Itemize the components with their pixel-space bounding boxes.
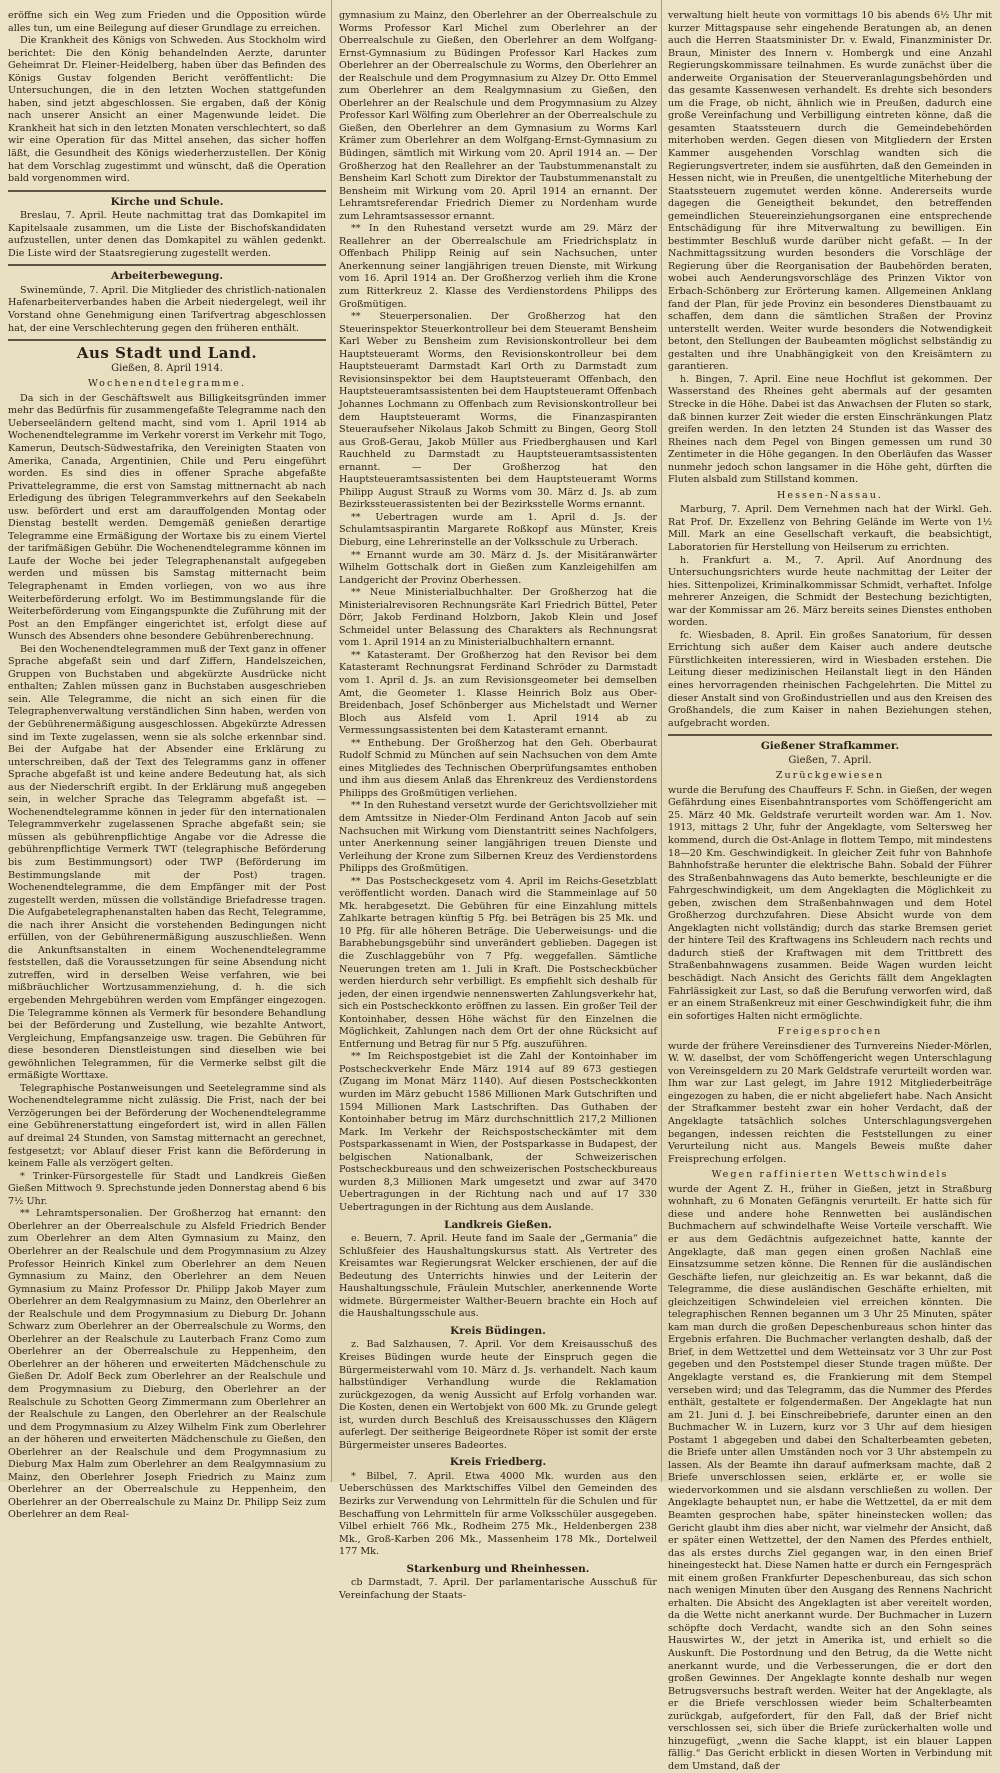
section-heading: Gießener Strafkammer. — [760, 740, 900, 753]
article-paragraph: ** Katasteramt. Der Großherzog hat den Revisor bei dem Katasteramt Rechnungsrat Ferdinand Schröder zu Darmstadt vom 1. April d. Js. an zum Revisionsgeometer bei demselben Amt, die Geometer 1. Klasse Heinrich Bolz aus Ober-Breidenbach, Josef Schönberger aus Michelstadt und Werner Bloch aus Alsfeld vom 1. April 1914 ab zu Vermessungsassistenten bei dem Katasteramt ernannt. — [339, 649, 657, 737]
section-heading: Zurückgewiesen — [775, 770, 885, 782]
article-paragraph: wurde der Agent Z. H., früher in Gießen, jetzt in Straßburg wohnhaft, zu 6 Monaten Gefängnis verurteilt. Er hatte sich für diese und andere hohe Rennwetten bei ausländischen Buchmachern auf schwindelhafte Weise Vorteile verschafft. Wie er aus dem Gedächtnis aufgezeichnet hatte, kannte der Angeklagte, daß man gegen einen großen Nachlaß eine Einsatzsumme setzen könne. Die Rennen für die ausländischen Geschäfte liefen, nur gleichzeitig an. Es war bekannt, daß die Telegramme, die diese ausländischen Geschäfte erhielten, mit gleichzeitigen Schwindeleien viel erreichen könnten. Die telegraphischen Rennen begannen um 3 Uhr 25 Minuten, später kam man durch die großen Depeschenbureaus schon hinter das Ergebnis erfahren. Die Buchmacher verlangten deshalb, daß der Brief, in dem Wettzettel und dem Wetteinsatz vor 3 Uhr zur Post gegeben und den Poststempel dieser Stunde tragen müßte. Der Angeklagte verstand es, die Frankierung mit dem Stempel verseben wird; und das Telegramm, das die Nummer des Pferdes enthält, gestaltete er folgendermaßen. Der Angeklagte hat nun am 21. Juni d. J. bei Einschreibebriefe, darunter einen an den Buchmacher W. in Luzern, kurz vor 3 Uhr auf dem hiesigen Postamt 1 abgegeben und dabei den Schalterbeamten gebeten, die Briefe unter allen Umständen noch vor 3 Uhr abstempeln zu lassen. Als der Beamte ihn darauf aufmerksam machte, daß 2 Briefe unverschlossen seien, erklärte er, er wolle sie wiedervorkommen und sie alsdann verschließen zu wollen. Der Angeklagte behauptet nun, er habe die Wettzettel, da er mit dem Beamten gesprochen habe, später hineinstecken wollen; das Gericht glaubt ihm dies aber nicht, war vielmehr der Ansicht, daß er später einen Wettzettel, der den Namen des Pferdes enthielt, das als erstes durchs Ziel gegangen war, in den einen Brief hineingesteckt hat. Diese Namen hatte er durch ein Ferngespräch mit einem großen Frankfurter Depeschenbureau, das sich schon nach wenigen Minuten über den Ausgang des Rennens Nachricht erhalten. Die Absicht des Angeklagten ist aber vereitelt worden, da die Wette nicht anerkannt wurde. Der Buchmacher in Luzern schöpfte doch Verdacht, wandte sich an den Sohn seines Hauswirtes W., der jetzt in Amerika ist, und erhielt so die Auskunft. Die Postordnung und den Betrug, da die Wette nicht anerkannt wurde, und die Verbesserungen, die er dort den großen Gewinnes. Der Angeklagte konnte deshalb nur wegen Betrugsversuchs bestraft werden. Weiter hat der Angeklagte, als er die Briefe verschlossen wieder beim Schalterbeamten zurückgab, aufgefordert, für den Fall, daß der Brief nicht verschlossen sei, sich über die Briefe zurückerhalten wolle und hinzugefügt, „wenn die Sache klappt, ist ein blauer Lappen fällig.“ Das Gericht erblickt in diesen Worten in Verbindung mit dem Umstand, daß der — [668, 1183, 992, 1772]
column-right — [668, 10, 992, 1772]
section-heading: Freigesprochen — [777, 1026, 883, 1038]
section-heading: Starkenburg und Rheinhessen. — [406, 1562, 590, 1575]
article-paragraph: ** Ernannt wurde am 30. März d. Js. der Misitäranwärter Wilhelm Gottschalk dort in Gießen zum Kanzleigehilfen am Landgericht der Provinz Oberhessen. — [339, 549, 657, 586]
section-heading: Arbeiterbewegung. — [110, 270, 224, 283]
section-heading: Wegen raffinierten Wettschwindels — [711, 1169, 949, 1181]
article-paragraph: * Bilbel, 7. April. Etwa 4000 Mk. wurden aus den Ueberschüssen des Marktschiffes Vilbel den Gemeinden des Bezirks zur Verwendung von Lehrmitteln für die Schulen und für Beschaffung von Lehrmitteln für arme Volksschüler ausgegeben. Vilbel erhielt 766 Mk., Rodheim 275 Mk., Heldenbergen 238 Mk., Groß-Karben 206 Mk., Massenheim 178 Mk., Dortelweil 177 Mk. — [339, 1470, 657, 1558]
article-paragraph: Bei den Wochenendtelegrammen muß der Text ganz in offener Sprache abgefaßt sein und darf Ziffern, Handelszeichen, Gruppen von Buchstaben und abgekürzte Ausdrücke nicht enthalten; Zahlen müssen ganz in Buchstaben ausgeschrieben sein. Alle Telegramme, die nicht an sich einen für die Telegraphenverwaltung verständlichen Sinn haben, werden von der Gebührenermäßigung ausgeschlossen. Abgekürzte Adressen sind im Texte zugelassen, wenn sie als solche erkennbar sind. Bei der Aufgabe hat der Absender eine Erklärung zu unterschreiben, daß der Text des Telegramms ganz in offener Sprache abgefaßt ist und keine andere Bedeutung hat, als sich aus der Niederschrift ergibt. In der Erklärung muß angegeben sein, in welcher Sprache das Telegramm abgefaßt ist. — Wochenendtelegramme können in jeder für den internationalen Telegrammverkehr zugelassenen Sprache abgefaßt sein; sie müssen als gebührenpflichtige Angabe vor die Adresse die gebührenpflichtige Vermerk TWT (telegraphische Beförderung bis zum Bestimmungsort) oder TWP (Beförderung im Bestimmungslande mit der Post) tragen. Wochenendtelegramme, die dem Empfänger mit der Post zugestellt werden, müssen die vollständige Briefadresse tragen. Die Aufgabetelegraphenanstalten haben das Recht, Telegramme, die nach ihrer Ansicht die vorstehenden Bedingungen nicht erfüllen, von der Gebührenermäßigung auszuschließen. Wenn die Ankunftsanstalten in einem Wochenendtelegramme feststellen, daß die Voraussetzungen für seine Absendung nicht zutreffen, wird in derselben Weise verfahren, wie bei mißbräuchlicher Wortzusammenziehung, d. h. die sich ergebenden Mehrgebühren werden vom Empfänger eingezogen. Die Telegramme können als Vermerk für besondere Behandlung bei der Beförderung und Zustellung, wie bezahlte Antwort, Vergleichung, Empfangsanzeige usw. tragen. Die Gebühren für diese besonderen Dienstleistungen sind dieselben wie bei gewöhnlichen Telegrammen, für die Vermerke selbst gilt die ermäßigte Worttaxe. — [8, 643, 326, 1082]
article-paragraph: ** In den Ruhestand versetzt wurde der Gerichtsvollzieher mit dem Amtssitze in Nieder-Olm Ferdinand Anton Jacob auf sein Nachsuchen mit Wirkung vom Dienstantritt seines Nachfolgers, unter Anerkennung seiner langjährigen treuen Dienste und Verleihung der Krone zum Silbernen Kreuz des Verdienstordens Philipps des Großmütigen. — [339, 800, 657, 875]
column-rule — [661, 0, 662, 1482]
section-divider — [8, 264, 326, 266]
section-divider — [8, 190, 326, 192]
dateline: Gießen, 7. April. — [788, 754, 872, 766]
article-paragraph: fc. Wiesbaden, 8. April. Ein großes Sanatorium, für dessen Errichtung sich außer dem Kaiser auch andere deutsche Fürstlichkeiten interessieren, wird in Wiesbaden erstehen. Die Leitung dieser medizinischen Heilanstalt liegt in den Händen eines hervorragenden rheinischen Fachgelehrten. Die Mittel zu dieser Anstalt sind von Großindustriellen und aus den Kreisen des Großhandels, die zum Kaiser in nahen Beziehungen stehen, aufgebracht worden. — [668, 629, 992, 729]
article-paragraph: ** Im Reichspostgebiet ist die Zahl der Kontoinhaber im Postscheckverkehr Ende März 1914 auf 89 673 gestiegen (Zugang im Monat März 1140). Auf diesen Postscheckkonten wurden im März gebucht 1586 Millionen Mark Gutschriften und 1594 Millionen Mark Lastschriften. Das Guthaben der Kontoinhaber betrug im März durchschnittlich 217,2 Millionen Mark. Im Verkehr der Reichspostscheckämter mit dem Postsparkassenamt in Wien, der Postsparkasse in Budapest, der belgischen Nationalbank, der Schweizerischen Postscheckbureaus und den schweizerischen Postscheckbureaus wurden 8,3 Millionen Mark umgesetzt und zwar auf 3470 Uebertragungen in der Richtung nach und auf 17 330 Uebertragungen in der Richtung aus dem Auslande. — [339, 1051, 657, 1213]
section-divider — [8, 339, 326, 341]
section-heading: Landkreis Gießen. — [444, 1218, 552, 1231]
article-paragraph: Telegraphische Postanweisungen und Seetelegramme sind als Wochenendtelegramme nicht zulässig. Die Frist, nach der bei Verzögerungen bei der Beförderung der Wochenendtelegramme eine Gebührenerstattung eingefordert ist, wird in allen Fällen auf dreimal 24 Stunden, von Samstag mitternacht an gerechnet, festgesetzt; vor Ablauf dieser Frist kann die Beförderung in keinem Falle als verzögert gelten. — [8, 1082, 326, 1170]
article-paragraph: cb Darmstadt, 7. April. Der parlamentarische Ausschuß für Vereinfachung der Staats- — [339, 1577, 657, 1601]
article-paragraph: Swinemünde, 7. April. Die Mitglieder des christlich-nationalen Hafenarbeiterverbandes haben die Arbeit niedergelegt, weil ihr Vorstand ohne Genehmigung einen Tarifvertrag abgeschlossen hat, der eine Verschlechterung gegen den früheren enthält. — [8, 284, 326, 334]
article-paragraph: z. Bad Salzhausen, 7. April. Vor dem Kreisausschuß des Kreises Büdingen wurde heute der Einspruch gegen die Bürgermeisterwahl vom 10. März d. Js. verhandelt. Nach kaum halbstündiger Verhandlung wurde die Reklamation zurückgezogen, da wenig Aussicht auf Erfolg vorhanden war. Die Kosten, denen ein Wertobjekt von 600 Mk. zu Grunde gelegt ist, wurden durch Beschluß des Kreisausschusses den Klägern auferlegt. Der seitherige Beigeordnete Röper ist somit der erste Bürgermeister unseres Badeortes. — [339, 1339, 657, 1451]
section-heading: Kreis Friedberg. — [449, 1456, 547, 1469]
article-paragraph: h. Frankfurt a. M., 7. April. Auf Anordnung des Untersuchungsrichters wurde heute nachmittag der Leiter der hies. Sittenpolizei, Kriminalkommissar Schmidt, verhaftet. Infolge mehrerer Anzeigen, die Schmidt der Bestechung bezichtigten, war der Kommissar am 26. März bereits seines Dienstes enthoben worden. — [668, 554, 992, 629]
article-paragraph: Da sich in der Geschäftswelt aus Billigkeitsgründen immer mehr das Bedürfnis für zusammengefaßte Telegramme nach den Ueberseeländern geltend macht, sind vom 1. April 1914 ab Wochenendtelegramme im Verkehr vorerst im Verkehr mit Togo, Kamerun, Deutsch-Südwestafrika, den Vereinigten Staaten von Amerika, Canada, Argentinien, Chile und Peru eingeführt worden. Es sind dies in offener Sprache abgefaßte Privattelegramme, die erst von Samstag mittnernacht ab nach Erledigung des übrigen Telegrammverkehrs auf den Seekabeln usw. befördert und erst am darauffolgenden Montag oder Dienstag bestellt werden. Demgemäß genießen derartige Telegramme eine Ermäßigung der Wortaxe bis zu einem Viertel der tarifmäßigen Gebühr. Die Wochenendtelegramme können im Laufe der Woche bei jeder Telegraphenanstalt aufgegeben werden und müssen bis Samstag mitternacht beim Telegraphenamt in Emden vorliegen, von wo aus ihre Weiterbeförderung erfolgt. Wo im Bestimmungslande für die Weiterbeförderung vom Eingangspunkte die Zuführung mit der Post an den Empfänger eingerichtet ist, erfolgt diese auf Wunsch des Absenders ohne besondere Gebührenberechnung. — [8, 392, 326, 643]
article-paragraph: Marburg, 7. April. Dem Vernehmen nach hat der Wirkl. Geh. Rat Prof. Dr. Exzellenz von Behring Gelände im Werte von 1½ Mill. Mark an eine Gesellschaft verkauft, die beabsichtigt, Laboratorien für Herstellung von Heilserum zu errichten. — [668, 504, 992, 553]
article-paragraph: wurde die Berufung des Chauffeurs F. Schn. in Gießen, der wegen Gefährdung eines Eisenbahntransportes vom Schöffengericht am 25. März 40 Mk. Geldstrafe verurteilt worden war. Am 1. Nov. 1913, mittags 2 Uhr, fuhr der Angeklagte, vom Seltersweg her kommend, durch die Ost-Anlage in flottem Tempo, mit mindestens 18—20 Km. Geschwindigkeit. In gleicher Zeit fuhr von Bahnhofe Bahnhofstraße herunter die elektrische Bahn. Sobald der Führer des Straßenbahnwagens das Auto bemerkte, beschleunigte er die Fahrgeschwindigkeit, um dem Angeklagten die Möglichkeit zu geben, zwischen dem Straßenbahnwagen und dem Hotel Großherzog durchzufahren. Diese Absicht wurde von dem Angeklagten nicht vollständig; durch das starke Bremsen geriet der hintere Teil des Kraftwagens ins Schleudern nach rechts und dadurch stieß der Kraftwagen mit dem Trittbrett des Straßenbahnwagens zusammen. Beide Wagen wurden leicht beschädigt. Nach Ansicht des Gerichts fällt dem Angeklagten Fahrlässigkeit zur Last, so daß die Berufung verworfen wird, daß er an einem Straßenkreuz mit einer Geschwindigkeit fuhr, die ihm ein sofortiges Halten nicht ermöglichte. — [668, 784, 992, 1022]
article-paragraph: * Trinker-Fürsorgestelle für Stadt und Landkreis Gießen Gießen Mittwoch 9. Sprechstunde jeden Donnerstag abend 6 bis 7½ Uhr. — [8, 1170, 326, 1207]
section-heading: Aus Stadt und Land. — [76, 344, 258, 363]
article-paragraph: ** Steuerpersonalien. Der Großherzog hat den Steuerinspektor Steuerkontrolleur bei dem Steueramt Bensheim Karl Weber zu Bensheim zum Revisionskontrolleur bei dem Hauptsteueramt Worms, den Revisionskontrolleur bei dem Hauptsteueramt Darmstadt Karl Orth zu Darmstadt zum Revisionsinspektor bei dem Hauptsteueramt Offenbach, den Hauptsteueramtsassistenten bei dem Hauptsteueramt Offenbach Johannes Lochmann zu Offenbach zum Revisionskontrolleur bei dem Hauptsteueramt Worms, die Finanzaspiranten Steueraufseher Nikolaus Jakob Schmitt zu Bingen, Georg Stoll aus Groß-Gerau, Jakob Müller aus Friedberghausen und Karl Rauchheld zu Darmstadt zu Hauptsteueramtsassistenten ernannt. — Der Großherzog hat den Hauptsteueramtsassistenten bei dem Hauptsteueramt Worms Philipp August Strauß zu Worms vom 30. März d. Js. ab zum Bezirkssteuerassistenten bei der Bezirksstelle Worms ernannt. — [339, 311, 657, 511]
article-paragraph: e. Beuern, 7. April. Heute fand im Saale der „Germania“ die Schlußfeier des Haushaltungskursus statt. Als Vertreter des Kreisamtes war Regierungsrat Welcker erschienen, der auf die Bedeutung des Unterrichts hinwies und der Leiterin der Haushaltungsschule, Fräulein Mutschler, anerkennende Worte widmete. Bürgermeister Walther-Beuern brachte ein Hoch auf die Haushaltungsschule aus. — [339, 1233, 657, 1320]
article-paragraph: verwaltung hielt heute von vormittags 10 bis abends 6½ Uhr mit kurzer Mittagspause sehr eingehende Beratungen ab, an denen auch die Herren Staatsminister Dr. v. Ewald, Finanzminister Dr. Braun, Minister des Innern v. Hombergk und eine Anzahl Regierungskommissare teilnahmen. Es wurde zunächst über die anderweite Organisation der Steuerveranlagungsbehörden und das gesamte Kassenwesen verhandelt. Es drehte sich besonders um die Frage, ob nicht, ähnlich wie in Preußen, dadurch eine große Vereinfachung und Verbilligung eintreten könne, daß die gesamten Staatssteuern durch die Gemeindebehörden miterhoben werden. Gegen diesen von Mitgliedern der Ersten Kammer ausgehenden Vorschlag wandten sich die Regierungsvertreter, indem sie ausführten, daß den Gemeinden in Hessen nicht, wie in Preußen, die unentgeltliche Miterhebung der Staatssteuern zugemutet werden könne. Andererseits wurde dagegen die Geneigtheit bekundet, den betreffenden gemeindlichen Steuereinziehungsorganen eine entsprechende Entschädigung für ihre Mitverwaltung zu bewilligen. Ein bestimmter Beschluß wurde darüber nicht gefaßt. — In der Nachmittagssitzung wurden besonders die Vorschläge der Regierung über die Reorganisation der Baubehörden beraten, wobei auch Aenderungsvorschläge des Prinzen Viktor von Erbach-Schönberg zur Erörterung kamen. Allgemeinen Anklang fand der Plan, für jede Provinz ein besonderes Dienstbauamt zu schaffen, dem dann die sämtlichen Straßen der Provinz unterstellt werden. Weiter wurde besonders die Notwendigkeit betont, den Stellungen der Baubeamten möglichst selbständig zu gestalten und ihre Unabhängigkeit von den Kreisämtern zu garantieren. — [668, 10, 992, 373]
article-paragraph: ** Das Postscheckgesetz vom 4. April im Reichs-Gesetzblatt veröffentlicht worden. Danach wird die Stammeinlage auf 50 Mk. herabgesetzt. Die Gebühren für eine Einzahlung mittels Zahlkarte betragen künftig 5 Pfg. bei Beträgen bis 25 Mk. und 10 Pfg. für alle höheren Beträge. Die Ueberweisungs- und die Barabhebungsgebühr sind unverändert geblieben. Dagegen ist die Zuschlaggebühr von 7 Pfg. weggefallen. Sämtliche Neuerungen treten am 1. Juli in Kraft. Die Postscheckbücher werden hierdurch sehr verbilligt. Es empfiehlt sich deshalb für jeden, der einen irgendwie nennenswerten Zahlungsverkehr hat, sich ein Postscheckkonto eröffnen zu lassen. Ein großer Teil der Kontoinhaber, dessen Höhe wächst für den Einzelnen die Möglichkeit, Zahlungen nach dem Ort der ohne Rücksicht auf Entfernung und Betrag für nur 5 Pfg. auszuführen. — [339, 875, 657, 1050]
dateline: Gießen, 8. April 1914. — [111, 362, 223, 374]
article-paragraph: ** Neue Ministerialbuchhalter. Der Großherzog hat die Ministerialrevisoren Rechnungsräte Karl Friedrich Büttel, Peter Dörr, Jakob Ferdinand Holzborn, Jakob Klein und Josef Schmeidel unter Belassung des Charakters als Rechnungsrat vom 1. April 1914 an zu Ministerialbuchhaltern ernannt. — [339, 587, 657, 649]
article-paragraph: Breslau, 7. April. Heute nachmittag trat das Domkapitel im Kapitelsaale zusammen, um die Liste der Bischofskandidaten aufzustellen, unter denen das Domkapitel zu wählen gedenkt. Die Liste wird der Staatsregierung zugestellt werden. — [8, 210, 326, 259]
column-middle — [339, 10, 657, 1601]
section-heading: Wochenendtelegramme. — [87, 378, 247, 390]
article-paragraph: ** Uebertragen wurde am 1. April d. Js. der Schulamtsaspirantin Margarete Roßkopf aus Münster, Kreis Dieburg, eine Lehrerinstelle an der Volksschule zu Urberach. — [339, 511, 657, 548]
column-left — [8, 10, 326, 1521]
article-paragraph: ** Enthebung. Der Großherzog hat den Geh. Oberbaurat Rudolf Schmid zu München auf sein Nachsuchen von dem Amte eines Mitgliedes des Technischen Oberprüfungsamtes enthoben und ihm aus diesem Anlaß das Ehrenkreuz des Verdienstordens Philipps des Großmütigen verliehen. — [339, 737, 657, 799]
article-paragraph: ** Lehramtspersonalien. Der Großherzog hat ernannt: den Oberlehrer an der Oberrealschule zu Alsfeld Friedrich Bender zum Oberlehrer an dem Alten Gymnasium zu Mainz, den Oberlehrer an der Realschule und dem Progymnasium zu Alzey Professor Heinrich Kinkel zum Oberlehrer an dem Neuen Gymnasium zu Mainz, den Oberlehrer an dem Neuen Gymnasium zu Mainz Professor Dr. Philipp Jakob Mayer zum Oberlehrer an dem Realgymnasium zu Mainz, den Oberlehrer an der Realschule und dem Progymnasium zu Dieburg Dr. Johann Schwarz zum Oberlehrer an der Oberrealschule zu Worms, den Oberlehrer an der Realschule zu Lauterbach Franz Como zum Oberlehrer an der Oberrealschule zu Heppenheim, den Oberlehrer an der höheren und erweiterten Mädchenschule zu Gießen Dr. Adolf Beck zum Oberlehrer an der Realschule und dem Progymnasium zu Dieburg, den Oberlehrer an der Realschule zu Schotten Georg Zimmermann zum Oberlehrer an der Realschule zu Langen, den Oberlehrer an der Realschule und dem Progymnasium zu Alzey Wilhelm Fink zum Oberlehrer an der höheren und erweiterten Mädchenschule zu Gießen, den Oberlehrer an der Realschule und dem Progymnasium zu Dieburg Max Halm zum Oberlehrer an dem Realgymnasium zu Mainz, den Oberlehrer Joseph Friedrich zu Mainz zum Oberlehrer an der Oberrealschule zu Heppenheim, den Oberlehrer an der Oberrealschule zu Mainz Dr. Philipp Seiz zum Oberlehrer an dem Real- — [8, 1208, 326, 1521]
article-paragraph: ** In den Ruhestand versetzt wurde am 29. März der Reallehrer an der Oberrealschule am Friedrichsplatz in Offenbach Philipp Reinig auf sein Nachsuchen, unter Anerkennung seiner langjährigen treuen Dienste, mit Wirkung vom 16. April 1914 an. Der Großherzog verlieh ihm die Krone zum Ritterkreuz 2. Klasse des Verdienstordens Philipps des Großmütigen. — [339, 223, 657, 310]
article-paragraph: wurde der frühere Vereinsdiener des Turnvereins Nieder-Mörlen, W. W. daselbst, der vom Schöffengericht wegen Unterschlagung von Vereinsgeldern zu 20 Mark Geldstrafe verurteilt worden war. Ihm war zur Last gelegt, im Jahre 1912 Mitgliederbeiträge eingezogen zu haben, die er nicht abgeliefert habe. Nach Ansicht der Strafkammer besteht zwar ein hoher Verdacht, daß der Angeklagte tatsächlich solches Unterschlagungsvergehen begangen, indessen reichten die Feststellungen zu einer Verurteilung nicht aus. Mangels Beweis mußte daher Freisprechung erfolgen. — [668, 1040, 992, 1165]
article-paragraph: gymnasium zu Mainz, den Oberlehrer an der Oberrealschule zu Worms Professor Karl Michel zum Oberlehrer an der Oberrealschule zu Gießen, den Oberlehrer an dem Wolfgang-Ernst-Gymnasium zu Büdingen Professor Karl Hackes zum Oberlehrer an der Oberrealschule zu Worms, den Oberlehrer an der Realschule und dem Progymnasium zu Alzey Dr. Otto Emmel zum Oberlehrer an dem Realgymnasium zu Gießen, den Oberlehrer an der Realschule und dem Progymnasium zu Alzey Professor Karl Wölfing zum Oberlehrer an der Oberrealschule zu Gießen, den Oberlehrer an dem Gymnasium zu Worms Karl Krämer zum Oberlehrer an dem Wolfgang-Ernst-Gymnasium zu Büdingen, sämtlich mit Wirkung vom 20. April 1914 an. — Der Großherzog hat den Reallehrer an der Taubstummenanstalt zu Bensheim Karl Schott zum Direktor der Taubstummenanstalt zu Bensheim mit Wirkung vom 20. April 1914 an ernannt. Der Lehramtsreferendar Friedrich Diemer zu Nordenham wurde zum Lehramtsassessor ernannt. — [339, 10, 657, 222]
column-rule — [331, 0, 332, 1482]
section-heading: Kreis Büdingen. — [450, 1324, 546, 1337]
section-heading: Kirche und Schule. — [110, 195, 224, 208]
article-paragraph: eröffne sich ein Weg zum Frieden und die Opposition würde alles tun, um eine Beilegung auf dieser Grundlage zu erreichen. — [8, 10, 326, 34]
section-divider — [668, 734, 992, 736]
article-paragraph: h. Bingen, 7. April. Eine neue Hochflut ist gekommen. Der Wasserstand des Rheines geht abermals auf der gesamten Strecke in die Höhe. Dabei ist das Anwachsen der Fluten so stark, daß binnen kurzer Zeit wieder die ersten Einschränkungen Platz greifen werden. In den letzten 24 Stunden ist das Wasser des Rheines nach dem Pegel von Bingen gemessen um rund 30 Zentimeter in die Höhe gegangen. In den Oberläufen das Wasser nunmehr jedoch schon langsamer in die Höhe geht, dürften die Fluten alsbald zum Stillstand kommen. — [668, 373, 992, 486]
section-heading: Hessen-Nassau. — [777, 489, 883, 501]
article-paragraph: Die Krankheit des Königs von Schweden. Aus Stockholm wird berichtet: Die den König behandelnden Aerzte, darunter Geheimrat Dr. Fleiner-Heidelberg, haben über das Befinden des Königs Gustav folgenden Bericht veröffentlicht: Die Untersuchungen, die in den letzten Wochen stattgefunden haben, sind jetzt abgeschlossen. Sie ergaben, daß der König nach unserer Ansicht an einer Magenwunde leidet. Die Krankheit hat sich in den letzten Monaten verschlechtert, so daß wir eine Operation für das Mittel ansehen, das sicher hoffen läßt, die Gesundheit des Königs wiederherzustellen. Der König hat dem Vorschlag zugestimmt und wünscht, daß die Operation bald vorgenommen wird. — [8, 35, 326, 185]
